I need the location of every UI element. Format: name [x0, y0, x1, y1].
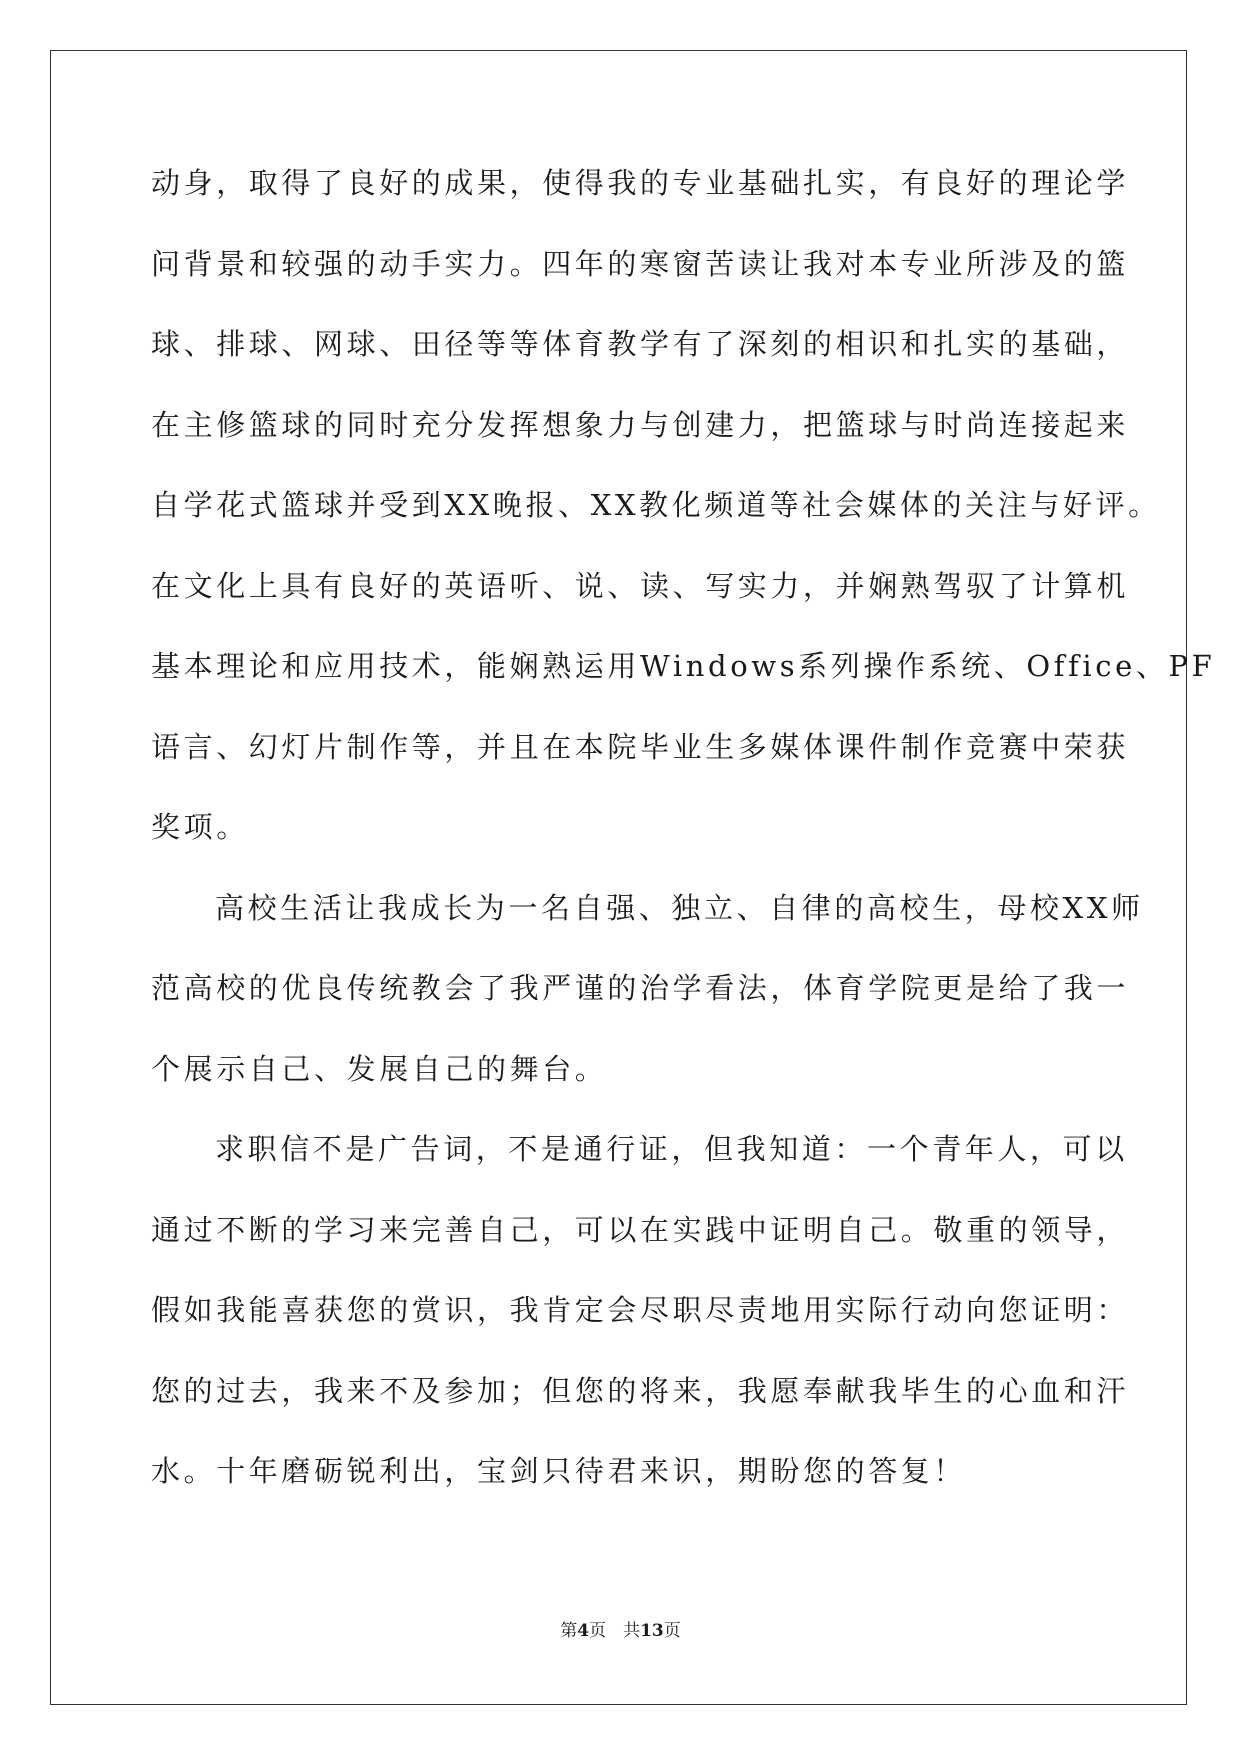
text-line: 在文化上具有良好的英语听、说、读、写实力，并娴熟驾驭了计算机: [151, 568, 1130, 603]
page-number-footer: [0, 1616, 1241, 1641]
text-line: 语言、幻灯片制作等，并且在本院毕业生多媒体课件制作竞赛中荣获: [151, 729, 1130, 764]
text-line: 动身，取得了良好的成果，使得我的专业基础扎实，有良好的理论学: [151, 166, 1130, 200]
text-line: 奖项。: [151, 810, 249, 844]
text-line: 在主修篮球的同时充分发挥想象力与创建力，把篮球与时尚连接起来: [151, 407, 1130, 442]
text-line: 范高校的优良传统教会了我严谨的治学看法，体育学院更是给了我一: [151, 971, 1130, 1005]
text-line: 通过不断的学习来完善自己，可以在实践中证明自己。敬重的领导，: [151, 1212, 1130, 1247]
text-line: 水。十年磨砺锐利出，宝剑只待君来识，期盼您的答复！: [151, 1454, 967, 1488]
text-line: 个展示自己、发展自己的舞台。: [151, 1051, 608, 1086]
paragraph-3: [151, 1125, 1130, 1528]
footer-middle: 页 共: [589, 1621, 641, 1641]
text-line: 假如我能喜获您的赏识，我肯定会尽职尽责地用实际行动向您证明：: [151, 1293, 1130, 1327]
text-line: 您的过去，我来不及参加；但您的将来，我愿奉献我毕生的心血和汗: [151, 1373, 1130, 1408]
total-page-count: 13: [640, 1621, 664, 1641]
text-line: 问背景和较强的动手实力。四年的寒窗苦读让我对本专业所涉及的篮: [151, 246, 1130, 281]
paragraph-2: [151, 884, 1144, 1126]
current-page-number: 4: [577, 1621, 590, 1641]
text-line: 高校生活让我成长为一名自强、独立、自律的高校生，母校XX师: [215, 890, 1144, 925]
text-line: 自学花式篮球并受到XX晚报、XX教化频道等社会媒体的关注与好评。: [151, 488, 1161, 522]
footer-prefix: 第: [560, 1621, 578, 1641]
paragraph-1: [151, 159, 1216, 884]
text-line: 球、排球、网球、田径等等体育教学有了深刻的相识和扎实的基础，: [151, 327, 1130, 361]
text-line: 基本理论和应用技术，能娴熟运用Windows系列操作系统、Office、PF: [151, 649, 1216, 683]
text-line: 求职信不是广告词，不是通行证，但我知道：一个青年人，可以: [215, 1132, 1128, 1166]
footer-suffix: 页: [663, 1621, 681, 1641]
letter-body: [151, 159, 1216, 1528]
